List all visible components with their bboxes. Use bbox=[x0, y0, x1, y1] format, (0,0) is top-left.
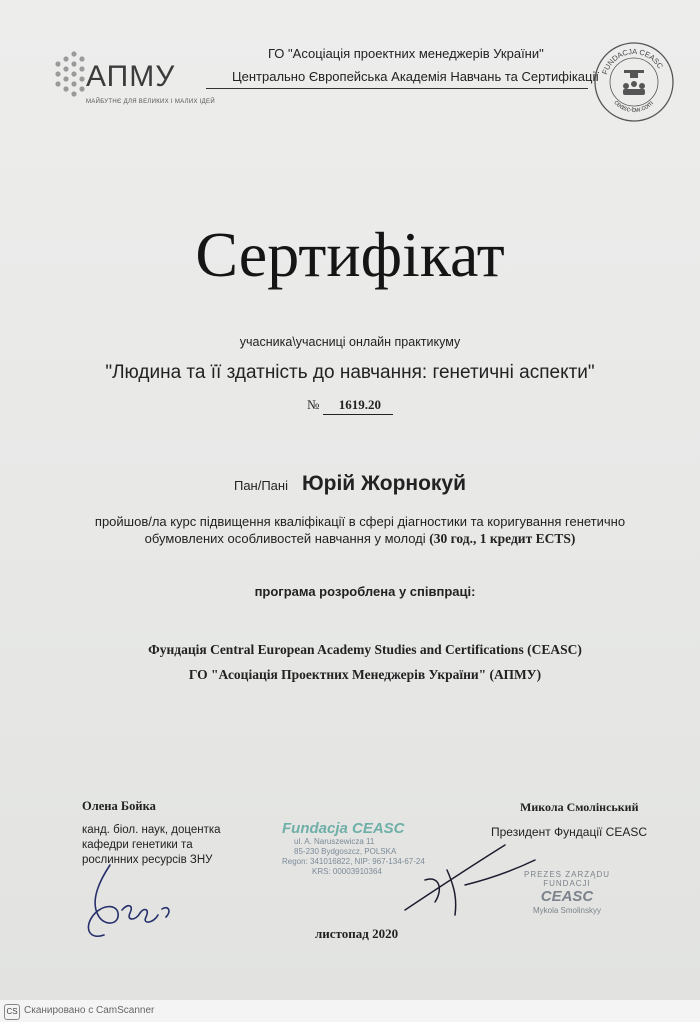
participant-line: учасника\учасниці онлайн практикуму bbox=[239, 335, 461, 349]
apmu-logo-name: АПМУ bbox=[86, 60, 176, 93]
academy-name-line: Центрально Європейська Академія Навчань та Сертифікації bbox=[232, 69, 599, 84]
stamp-brand: Fundacja CEASC bbox=[282, 820, 405, 837]
camscanner-badge-icon: CS bbox=[4, 1004, 20, 1020]
left-signatory-role: канд. біол. наук, доцентка кафедри генетики та рослинних ресурсів ЗНУ bbox=[82, 824, 221, 866]
certificate-number bbox=[0, 397, 700, 415]
course-hours: (30 год., 1 кредит ECTS) bbox=[429, 531, 576, 546]
header-rule bbox=[206, 88, 588, 89]
partner-ceasc: Фундація Central European Academy Studies and Certifications (CEASC) bbox=[148, 642, 582, 657]
stamp-subtitle: FUNDACJI bbox=[543, 879, 591, 888]
stamp-name: Mykola Smolinskyy bbox=[532, 906, 601, 915]
ceasc-seal-icon bbox=[592, 40, 676, 124]
right-signatory-name: Микола Смолінський bbox=[520, 800, 639, 814]
svg-text:ceasc-bw.com bbox=[612, 99, 654, 114]
seal-bottom-text: ceasc-bw.com bbox=[612, 99, 655, 115]
left-signatory-name: Олена Бойка bbox=[82, 799, 156, 813]
certificate-title: Сертифікат bbox=[195, 219, 505, 290]
scanner-footer bbox=[0, 1000, 700, 1022]
course-title: "Людина та її здатність до навчання: генетичні аспекти" bbox=[105, 362, 595, 383]
org-name-line: ГО "Асоціація проектних менеджерів України" bbox=[268, 46, 544, 61]
issue-date: листопад 2020 bbox=[315, 926, 399, 941]
left-signature-icon bbox=[70, 855, 190, 945]
right-signatory-role: Президент Фундації CEASC bbox=[491, 825, 648, 839]
recipient-prefix: Пан/Пані bbox=[233, 478, 288, 493]
stamp-line: KRS: 0000391036​4 bbox=[312, 867, 382, 876]
stamp-line: 85-230 Bydgoszcz, POLSKA bbox=[294, 847, 397, 856]
stamp-line: ul. A. Naruszewicza 11 bbox=[294, 837, 375, 846]
program-heading: програма розроблена у співпраці: bbox=[254, 584, 476, 599]
number-prefix: № bbox=[307, 397, 320, 412]
stamp-line: Regon: 341016822, NIP: 967-134-67-24 bbox=[282, 857, 425, 866]
recipient-name: Юрій Жорнокуй bbox=[301, 472, 467, 495]
course-description bbox=[80, 513, 640, 547]
stamp-ceasc: CEASC bbox=[540, 888, 594, 905]
scanner-text: Сканировано с CamScanner bbox=[24, 1005, 155, 1016]
right-signature-icon bbox=[395, 830, 545, 920]
partner-apmu: ГО "Асоціація Проектних Менеджерів України" (АПМУ) bbox=[188, 667, 542, 682]
apmu-logo-tagline: МАЙБУТНЄ ДЛЯ ВЕЛИКИХ І МАЛИХ ІДЕЙ bbox=[86, 99, 215, 105]
description-text: пройшов/ла курс підвищення кваліфікації в сфері діагностики та коригування генетично обумовлених особливостей навчання у молоді bbox=[94, 514, 626, 546]
number-value: 1619.20 bbox=[323, 397, 393, 415]
seal-top-text: FUNDACJA CEASC bbox=[600, 46, 665, 76]
stamp-title: PREZES ZARZĄDU bbox=[523, 870, 610, 879]
recipient-row bbox=[0, 472, 700, 496]
